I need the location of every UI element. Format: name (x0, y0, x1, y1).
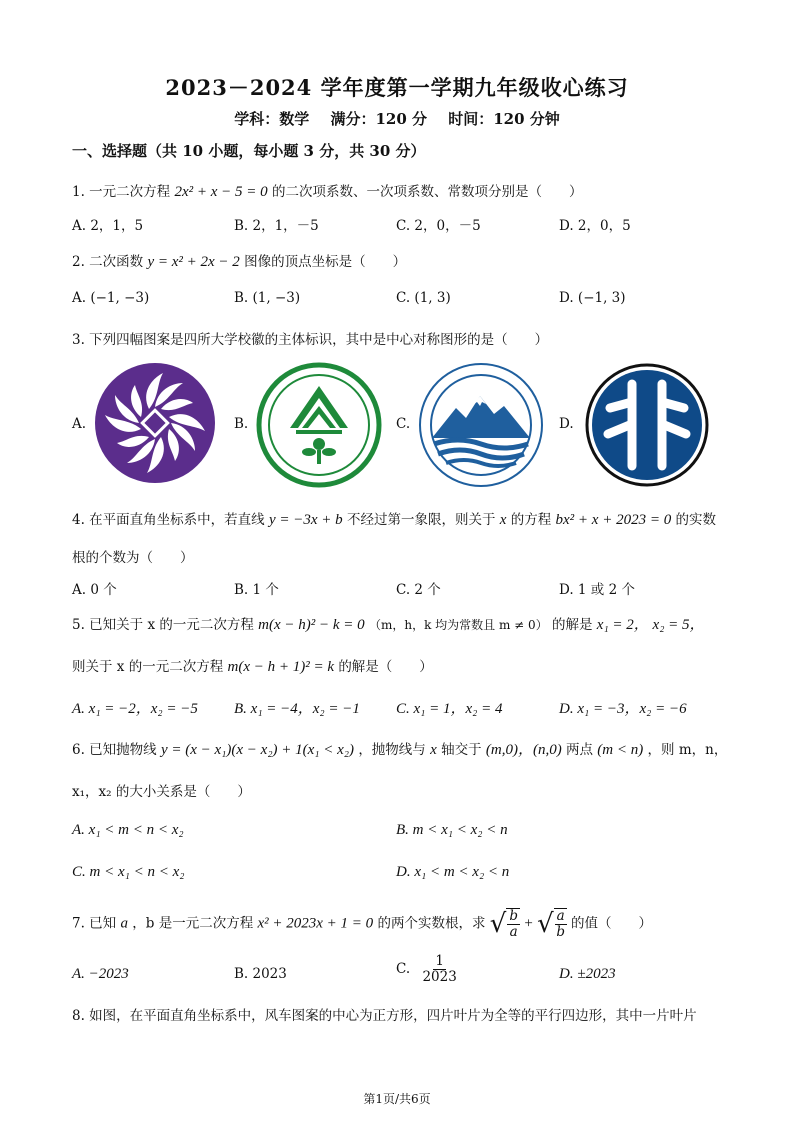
q4-variable: x (499, 512, 507, 528)
q5-equation: m(x − h)² − k = 0 (258, 617, 365, 633)
q3-label-c[interactable]: C. (396, 416, 411, 432)
q1-option-d[interactable]: D. 2，0，5 (559, 218, 631, 234)
q5-prefix: 5. 已知关于 x 的一元二次方程 (72, 617, 254, 633)
q4-mid1: 不经过第一象限，则关于 (346, 512, 496, 528)
q4-option-c[interactable]: C. 2 个 (396, 582, 441, 598)
q1-prefix: 1. 一元二次方程 (72, 184, 171, 200)
q6-line2: x₁，x₂ 的大小关系是（ ） (72, 784, 251, 800)
q6-condition: (m < n) (597, 742, 644, 758)
q4-option-b[interactable]: B. 1 个 (234, 582, 279, 598)
question-6 (72, 738, 727, 759)
q5-line2 (72, 655, 433, 676)
q7-mid: ，b 是一元二次方程 (132, 915, 254, 932)
q2-option-a[interactable]: A. (−1, −3) (72, 290, 150, 306)
q4-prefix: 4. 在平面直角坐标系中，若直线 (72, 512, 265, 528)
emblem-b-tree-icon (256, 362, 382, 488)
question-8: 8. 如图，在平面直角坐标系中，风车图案的中心为正方形，四片叶片为全等的平行四边形，其中一片叶片 (72, 1008, 697, 1024)
q3-emblems (72, 362, 732, 488)
q4-line2: 根的个数为（ ） (72, 550, 194, 566)
q7-option-c[interactable]: C. $\frac{1}{2023}$ (396, 953, 457, 985)
q5-equation2: m(x − h + 1)² = k (227, 659, 335, 675)
q1-equation: 2x² + x − 5 = 0 (174, 184, 268, 200)
q5-option-d[interactable]: D. x₁ = −3，x₂ = −6 (559, 701, 687, 717)
question-2 (72, 250, 406, 271)
q2-option-c[interactable]: C. (1, 3) (396, 290, 451, 306)
q2-suffix: 图像的顶点坐标是（ ） (244, 254, 407, 270)
q7-suffix: 的值（ ） (571, 915, 653, 932)
q6-mid3: 两点 (566, 742, 593, 758)
q3-label-b[interactable]: B. (234, 416, 249, 432)
emblem-d-character-icon (584, 362, 710, 488)
q4-suffix: 的实数 (675, 512, 716, 528)
q7-a: a (120, 915, 128, 932)
emblem-a-flower-icon (94, 362, 216, 484)
q7-mid2: 的两个实数根，求 (377, 915, 486, 932)
q6-option-b[interactable]: B. m < x₁ < x₂ < n (396, 822, 508, 838)
q5-line2-prefix: 则关于 x 的一元二次方程 (72, 659, 224, 675)
q2-equation: y = x² + 2x − 2 (147, 254, 240, 270)
question-5 (72, 613, 705, 634)
q3-label-a[interactable]: A. (72, 416, 87, 432)
emblem-c-mountain-icon (418, 362, 544, 488)
q6-prefix: 6. 已知抛物线 (72, 742, 157, 758)
exam-title: 2023－2024 学年度第一学期九年级收心练习 (165, 75, 629, 100)
q1-option-b[interactable]: B. 2，1，－5 (234, 218, 319, 234)
q7-option-d[interactable]: D. ±2023 (559, 966, 616, 982)
q5-option-a[interactable]: A. x₁ = −2，x₂ = −5 (72, 701, 198, 717)
q6-mid2: 轴交于 (441, 742, 482, 758)
q6-points: (m,0)，(n,0) (485, 742, 562, 758)
q5-line2-suffix: 的解是（ ） (338, 659, 433, 675)
q6-option-c[interactable]: C. m < x₁ < n < x₂ (72, 864, 185, 880)
q4-option-a[interactable]: A. 0 个 (72, 582, 117, 598)
q7-equation: x² + 2023x + 1 = 0 (257, 915, 374, 932)
q4-option-d[interactable]: D. 1 或 2 个 (559, 582, 635, 598)
q2-option-d[interactable]: D. (−1, 3) (559, 290, 626, 306)
q5-solutions: x₁ = 2， x₂ = 5， (596, 617, 705, 633)
q5-option-c[interactable]: C. x₁ = 1，x₂ = 4 (396, 701, 503, 717)
q4-line-equation: y = −3x + b (268, 512, 343, 528)
question-3: 3. 下列四幅图案是四所大学校徽的主体标识，其中是中心对称图形的是（ ） (72, 332, 549, 348)
q3-label-d[interactable]: D. (559, 416, 574, 432)
q6-option-a[interactable]: A. x₁ < m < n < x₂ (72, 822, 184, 838)
q7-sqrt-b-over-a: √ $\frac{b}{a}$ (489, 908, 519, 940)
q6-suffix: ，则 m，n， (647, 742, 728, 758)
q1-option-c[interactable]: C. 2，0，－5 (396, 218, 481, 234)
question-4 (72, 508, 716, 529)
page-footer: 第1页/共6页 (363, 1092, 431, 1106)
question-7: 7. 已知 a ，b 是一元二次方程 x² + 2023x + 1 = 0 的两个实数根，求 √ $\frac{b}{a}$ + √ $\frac{a}{b}$ 的值（ ） (72, 908, 653, 940)
q7-prefix: 7. 已知 (72, 915, 117, 932)
subject-label: 学科：数学 (234, 110, 310, 128)
q5-option-b[interactable]: B. x₁ = −4，x₂ = −1 (234, 701, 360, 717)
exam-subtitle (0, 108, 794, 129)
q1-suffix: 的二次项系数、一次项系数、常数项分别是（ ） (271, 184, 583, 200)
q2-option-b[interactable]: B. (1, −3) (234, 290, 301, 306)
q7-option-a[interactable]: A. −2023 (72, 966, 129, 982)
q4-mid2: 的方程 (510, 512, 552, 528)
question-1 (72, 180, 582, 201)
q1-option-a[interactable]: A. 2，1，5 (72, 218, 144, 234)
q7-option-b[interactable]: B. 2023 (234, 966, 287, 982)
q5-mid: 的解是 (552, 617, 593, 633)
time-label: 时间：120 分钟 (448, 110, 560, 128)
full-score-label: 满分：120 分 (330, 110, 427, 128)
q2-prefix: 2. 二次函数 (72, 254, 144, 270)
q7-sqrt-a-over-b: √ $\frac{a}{b}$ (537, 908, 566, 940)
q6-equation: y = (x − x₁)(x − x₂) + 1(x₁ < x₂) (160, 742, 355, 758)
q5-condition: （m，h，k 均为常数且 m ≠ 0） (368, 618, 548, 632)
q6-mid: ，抛物线与 (358, 742, 426, 758)
q6-variable: x (430, 742, 437, 758)
q4-equation: bx² + x + 2023 = 0 (555, 512, 672, 528)
section-heading: 一、选择题（共 10 小题，每小题 3 分，共 30 分） (72, 142, 426, 160)
q6-option-d[interactable]: D. x₁ < m < x₂ < n (396, 864, 510, 880)
